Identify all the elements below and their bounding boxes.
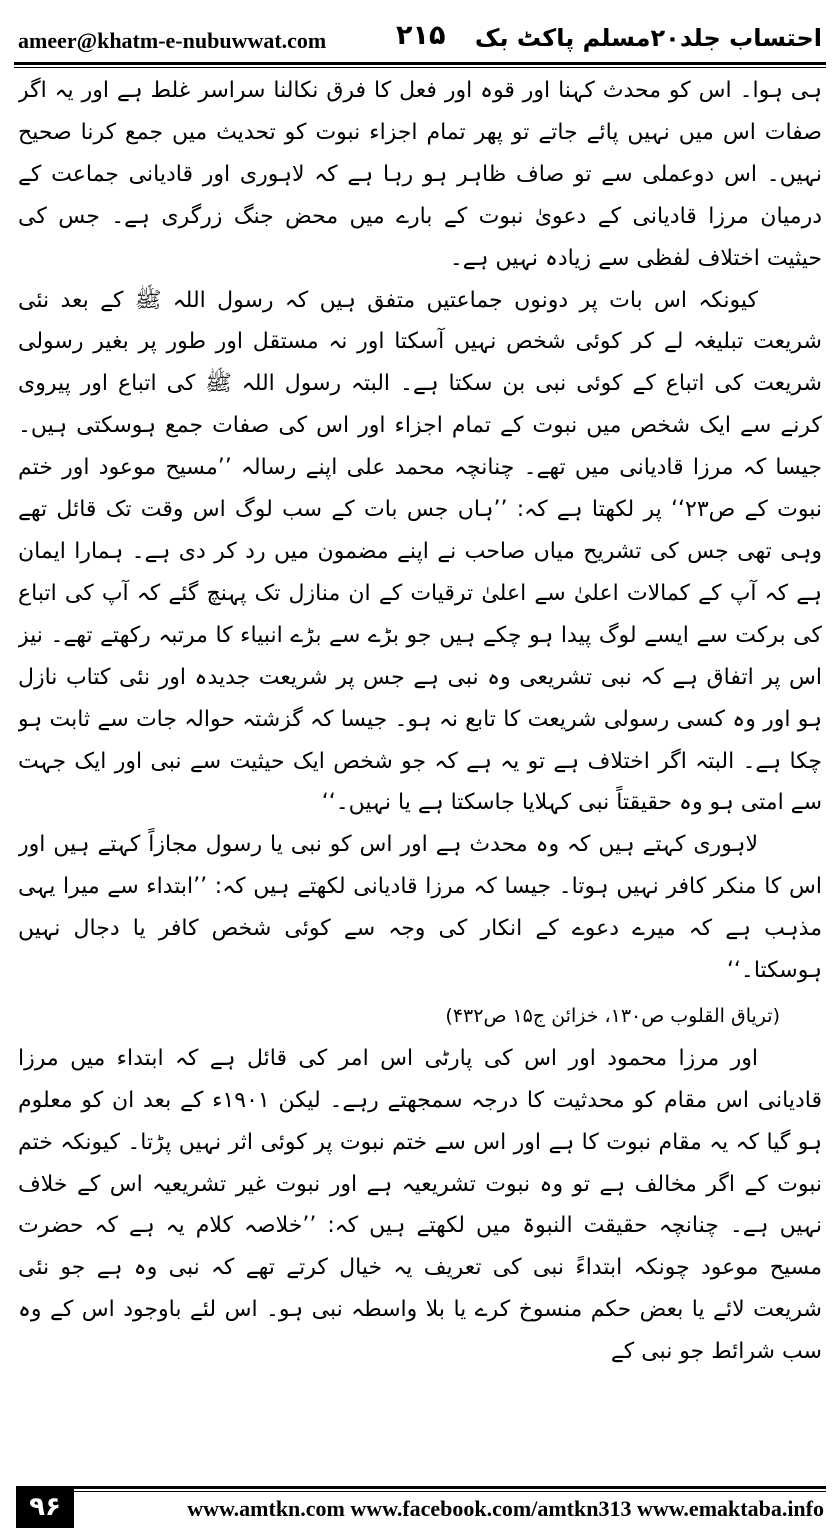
citation-reference: (تریاق القلوب ص۱۳۰، خزائن ج۱۵ ص۴۳۲) (445, 1004, 780, 1027)
page-footer (14, 1482, 826, 1530)
paragraph-2: کیونکہ اس بات پر دونوں جماعتیں متفق ہیں کہ رسول اللہ ﷺ کے بعد نئی شریعت تبلیغہ لے کر کوئی شخص نہیں آسکتا اور نہ مستقل اور طور پر بغیر رسولی شریعت کی اتباع کے کوئی نبی بن سکتا ہے۔ البتہ رسول اللہ ﷺ کی اتباع اور پیروی کرنے سے ایک شخص میں نبوت کے تمام اجزاء اور اس کی صفات جمع ہوسکتی ہیں۔ جیسا کہ مرزا قادیانی میں تھے۔ چنانچہ محمد علی اپنے رسالہ ’’مسیح موعود اور ختم نبوت کے ص۲۳‘‘ پر لکھتا ہے کہ: ’’ہاں جس بات کے سب لوگ اس وقت تک قائل تھے وہی تھی جس کی تشریح میاں صاحب نے اپنے مضمون میں رد کر دی ہے۔ ہمارا ایمان ہے کہ آپ کے کمالات اعلیٰ سے اعلیٰ ترقیات کے ان منازل تک پہنچ گئے کہ آپ کی اتباع کی برکت سے ایسے لوگ پیدا ہو چکے ہیں جو بڑے سے بڑے انبیاء کا مرتبہ رکھتے تھے۔ نیز اس پر اتفاق ہے کہ نبی تشریعی وہ نبی ہے جس پر شریعت جدیدہ اور نئی کتاب نازل ہو اور وہ کسی رسولی شریعت کا تابع نہ ہو۔ جیسا کہ گزشتہ حوالہ جات سے ثابت ہو چکا ہے۔ البتہ اگر اختلاف ہے تو یہ ہے کہ جو شخص ایک حیثیت سے نبی اور ایک جہت سے امتی ہو وہ حقیقتاً نبی کہلایا جاسکتا ہے یا نہیں۔‘‘ (18, 287, 822, 816)
header-page-number: ۲۱۵ (396, 20, 446, 51)
header-divider (14, 62, 826, 68)
footer-folio-number: ۹۶ (16, 1486, 74, 1528)
footer-website-links: www.amtkn.com www.facebook.com/amtkn313 www.emaktaba.info (187, 1496, 824, 1521)
paragraph-1: ہی ہوا۔ اس کو محدث کہنا اور قوہ اور فعل کا فرق نکالنا سراسر غلط ہے اور یہ اگر صفات اس میں نہیں پائے جاتے تو پھر تمام اجزاء نبوت کو تحدیث میں جمع کرنا صحیح نہیں۔ اس دوعملی سے تو صاف ظاہر ہو رہا ہے کہ لاہوری اور قادیانی جماعت کے درمیان مرزا قادیانی کے دعویٰ نبوت کے بارے میں محض جنگ زرگری ہے۔ جس کی حیثیت اختلاف لفظی سے زیادہ نہیں ہے۔ (18, 78, 822, 271)
page-header (14, 14, 826, 64)
header-email: ameer@khatm-e-nubuwwat.com (18, 28, 327, 53)
page-body (18, 70, 822, 1470)
paragraph-4: اور مرزا محمود اور اس کی پارٹی اس امر کی قائل ہے کہ ابتداء میں مرزا قادیانی اس مقام کو محدثیت کا درجہ سمجھتے رہے۔ لیکن ۱۹۰۱ء کے بعد ان کو معلوم ہو گیا کہ یہ مقام نبوت کا ہے اور اس سے ختم نبوت پر کوئی اثر نہیں پڑتا۔ کیونکہ ختم نبوت کے اگر مخالف ہے تو وہ نبوت تشریعیہ ہے اور نبوت غیر تشریعیہ اس کے خلاف نہیں ہے۔ چنانچہ حقیقت النبوۃ میں لکھتے ہیں کہ: ’’خلاصہ کلام یہ ہے کہ حضرت مسیح موعود چونکہ ابتداءً نبی کی تعریف یہ خیال کرتے تھے کہ نبی وہ ہے جو نئی شریعت لائے یا بعض حکم منسوخ کرے یا بلا واسطہ نبی ہو۔ اس لئے باوجود اس کے وہ سب شرائط جو نبی کے (18, 1045, 822, 1365)
header-book-title: احتساب جلد۲۰مسلم پاکٹ بک (474, 24, 822, 52)
paragraph-3: لاہوری کہتے ہیں کہ وہ محدث ہے اور اس کو نبی یا رسول مجازاً کہتے ہیں اور اس کا منکر کافر نہیں ہوتا۔ جیسا کہ مرزا قادیانی لکھتے ہیں کہ: ’’ابتداء سے میرا یہی مذہب ہے کہ میرے دعوے کے انکار کی وجہ سے کوئی شخص کافر یا دجال نہیں ہوسکتا۔‘‘ (18, 832, 822, 984)
